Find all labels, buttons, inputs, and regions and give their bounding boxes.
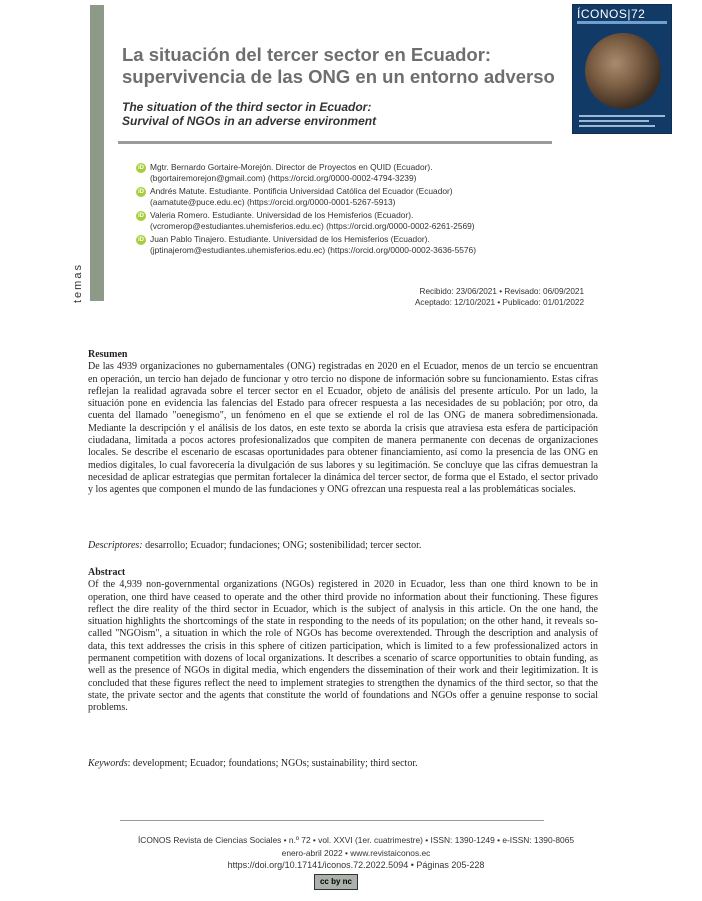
author-affiliation: Andrés Matute. Estudiante. Pontificia Universidad Católica del Ecuador (Ecuador) (150, 186, 453, 196)
descriptores-line (88, 540, 598, 552)
resumen-heading: Resumen (88, 349, 128, 360)
resumen-text: De las 4939 organizaciones no gubernamentales (ONG) registradas en 2020 en el Ecuador, menos de un tercio se encuentran en operación, un tercio han dejado de funcionar y otro tercio no dispone de información sobre su funcionamiento. Estas cifras reflejan la realidad agravada sobre el tercer sector en el Ecuador, objeto de análisis del presente artículo. Por un lado, la situación pone en evidencia las falencias del Estado para ofrecer respuesta a las necesidades de su población; por otro, da cuenta del llamado "oenegismo", un fenómeno en el que se extiende el rol de las ONG de manera sobredimensionada. Mediante la descripción y el análisis de los datos, en este texto se aborda la crisis que atraviesa esta esfera de participación ciudadana, limitada a pocos actores profesionalizados que compiten de manera permanente con decenas de organizaciones locales. Se describe el escenario de escasas oportunidades para obtener financiamiento, así como la presencia de las ONG en medios digitales, lo cual favorecería la divulgación de sus labores y su legitimación. Se concluye que las cifras demuestran la necesidad de aplicar estrategias que permitan fortalecer la dinámica del tercer sector, de forma que el Estado, el sector privado y los agentes que componen el mundo de las fundaciones y ONG ofrezcan una respuesta real a las problemáticas sociales. (88, 361, 598, 496)
article-title: La situación del tercer sector en Ecuador: supervivencia de las ONG en un entorno adverso (122, 44, 555, 87)
section-color-bar (90, 5, 104, 301)
orcid-icon[interactable]: iD (138, 237, 144, 243)
cover-globe-illustration (585, 33, 661, 109)
cover-title: ÍCONOS|72 (577, 7, 646, 21)
author-entry (136, 210, 576, 232)
cover-text-line (579, 115, 665, 117)
section-label: temas (72, 263, 84, 303)
author-list (136, 162, 576, 258)
keywords-line (88, 758, 598, 770)
keywords-text: : development; Ecuador; foundations; NGOs; sustainability; third sector. (127, 758, 418, 769)
dates-accepted-published: Aceptado: 12/10/2021 • Publicado: 01/01/2022 (414, 298, 584, 307)
author-contact[interactable]: (vcromerop@estudiantes.uhemisferios.edu.ec) (https://orcid.org/0000-0002-6261-2569) (150, 221, 475, 231)
title-divider (118, 141, 552, 144)
author-contact[interactable]: (bgortairemorejon@gmail.com) (https://orcid.org/0000-0002-4794-3239) (150, 173, 417, 183)
author-entry (136, 186, 576, 208)
orcid-icon[interactable]: iD (138, 189, 144, 195)
orcid-icon[interactable]: iD (138, 213, 144, 219)
author-affiliation: Mgtr. Bernardo Gortaire-Morejón. Director de Proyectos en QUID (Ecuador). (150, 162, 433, 172)
author-affiliation: Valeria Romero. Estudiante. Universidad de los Hemisferios (Ecuador). (150, 210, 414, 220)
footer-journal-info: ÍCONOS Revista de Ciencias Sociales • n.º 72 • vol. XXVI (1er. cuatrimestre) • ISSN: 1390-1249 • e-ISSN: 1390-8065 (137, 835, 575, 845)
article-subtitle (122, 100, 542, 128)
descriptores-label: Descriptores: (88, 540, 143, 551)
abstract-section (88, 567, 598, 715)
footer-doi[interactable]: https://doi.org/10.17141/iconos.72.2022.5094 • Páginas 205-228 (227, 860, 485, 870)
subtitle-line-2: Survival of NGOs in an adverse environment (122, 114, 377, 128)
keywords-label: Keywords (88, 758, 128, 769)
abstract-text: Of the 4,939 non-governmental organizations (NGOs) registered in 2020 in Ecuador, less than one third known to be in operation, one third have ceased to operate and the other third provide no information about their functioning. These figures reflect the dire reality of the third sector in Ecuador, which is the subject of analysis in this article. On the one hand, the situation highlights the shortcomings of the state in responding to the needs of its population; on the other hand, it reveals so-called "NGOism", a situation in which the role of NGOs has become overextended. Through the description and analysis of data, this text addresses the crisis in this sphere of citizen participation, which is limited to a few professionalized actors in permanent competition with dozens of local organizations. It describes a scenario of scarce opportunities to obtain funding, as well as the presence of NGOs in digital media, which engenders the dissemination of their work and their legitimization. It is concluded that these figures reflect the need to implement strategies to strengthen the dynamics of the third sector, so that the state, the private sector and the agents that constitute the world of foundations and NGOs offer a genuine response to social problems. (88, 579, 598, 714)
orcid-icon[interactable]: iD (138, 165, 144, 171)
abstract-heading: Abstract (88, 567, 126, 578)
footer-divider (120, 820, 544, 821)
cover-text-line (579, 120, 649, 122)
resumen-section (88, 349, 598, 497)
author-affiliation: Juan Pablo Tinajero. Estudiante. Universidad de los Hemisferios (Ecuador). (150, 234, 430, 244)
cover-text-line (579, 125, 655, 127)
author-contact[interactable]: (aamatute@puce.edu.ec) (https://orcid.org/0000-0001-5267-5913) (150, 197, 396, 207)
subtitle-line-1: The situation of the third sector in Ecuador: (122, 100, 372, 114)
author-entry (136, 234, 576, 256)
publication-dates (380, 286, 584, 308)
descriptores-text: desarrollo; Ecuador; fundaciones; ONG; sostenibilidad; tercer sector. (142, 540, 422, 551)
dates-received-revised: Recibido: 23/06/2021 • Revisado: 06/09/2021 (419, 287, 584, 296)
journal-cover-image (572, 4, 672, 134)
author-contact[interactable]: (jptinajerom@estudiantes.uhemisferios.edu.ec) (https://orcid.org/0000-0002-3636-5576) (150, 245, 476, 255)
author-entry (136, 162, 576, 184)
footer-issue-info[interactable]: enero-abril 2022 • www.revistaiconos.ec (281, 848, 431, 858)
creative-commons-license-icon[interactable]: cc by nc (314, 874, 358, 890)
cover-subtitle-bar (577, 21, 667, 24)
